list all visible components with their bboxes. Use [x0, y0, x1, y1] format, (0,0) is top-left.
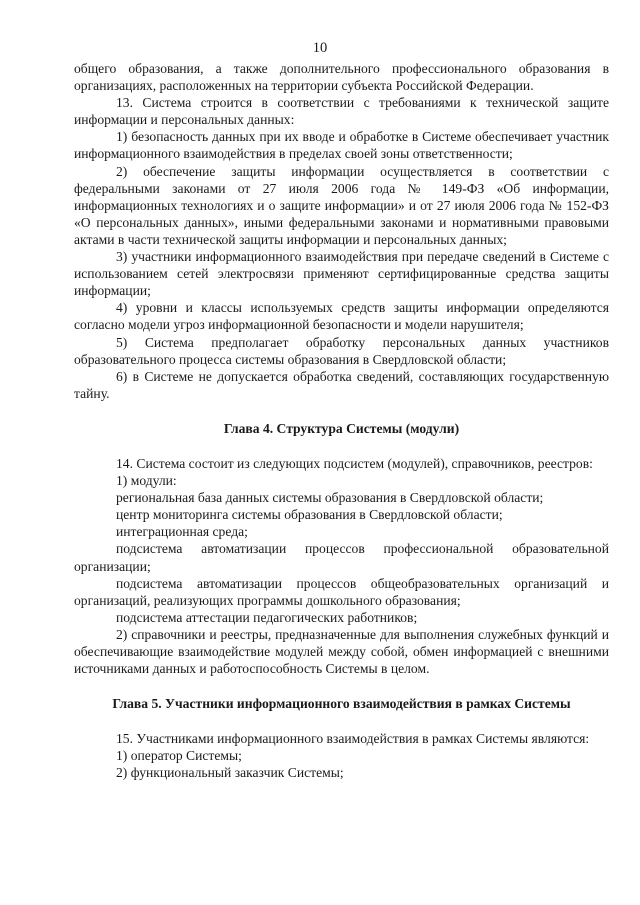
module-general-org-automation: подсистема автоматизации процессов общеобразовательных организаций и организаций, реализующих программы дошкольного образования;	[74, 575, 609, 608]
clause-13-item-2: 2) обеспечение защиты информации осуществляется в соответствии с федеральными законами от 27 июля 2006 года № 149-ФЗ «Об информации, информационных технологиях и о защите информации» и от 27 июля 2006 года № 152-ФЗ «О персональных данных», иными федеральными законами и нормативными правовыми актами в части технической защиты информации и персональных данных;	[74, 163, 609, 247]
clause-14-item-2: 2) справочники и реестры, предназначенные для выполнения служебных функций и обеспечивающие взаимодействие модулей между собой, обмен информацией с внешними источниками данных и работоспособность Системы в целом.	[74, 626, 609, 677]
clause-13-item-5: 5) Система предполагает обработку персональных данных участников образовательного процесса системы образования в Свердловской области;	[74, 334, 609, 367]
clause-15-item-2: 2) функциональный заказчик Системы;	[116, 765, 344, 781]
clause-13-item-3: 3) участники информационного взаимодействия при передаче сведений в Системе с использованием сетей электросвязи применяют сертифицированные средства защиты информации;	[74, 249, 609, 299]
chapter-5-heading: Глава 5. Участники информационного взаимодействия в рамках Системы	[112, 696, 571, 712]
module-professional-org-automation: подсистема автоматизации процессов профессиональной образовательной организации;	[74, 541, 609, 574]
module-teacher-attestation: подсистема аттестации педагогических работников;	[116, 609, 418, 625]
clause-14: 14. Система состоит из следующих подсистем (модулей), справочников, реестров:	[116, 455, 593, 471]
clause-13: 13. Система строится в соответствии с требованиями к технической защите информации и персональных данных:	[74, 95, 609, 128]
page-number: 10	[312, 40, 328, 56]
clause-15-item-1: 1) оператор Системы;	[116, 748, 242, 764]
clause-13-item-6: 6) в Системе не допускается обработка сведений, составляющих государственную тайну.	[74, 368, 609, 401]
paragraph-continuation: общего образования, а также дополнительного профессионального образования в организациях, расположенных на территории субъекта Российской Федерации.	[74, 61, 609, 94]
clause-13-item-1: 1) безопасность данных при их вводе и обработке в Системе обеспечивает участник информационного взаимодействия в пределах своей зоны ответственности;	[74, 129, 609, 162]
module-integration-environment: интеграционная среда;	[116, 524, 248, 540]
module-monitoring-center: центр мониторинга системы образования в Свердловской области;	[116, 507, 503, 523]
clause-13-item-4: 4) уровни и классы используемых средств защиты информации определяются согласно модели угроз информационной безопасности и модели нарушителя;	[74, 300, 609, 333]
clause-14-item-1: 1) модули:	[116, 473, 177, 489]
module-regional-database: региональная база данных системы образования в Свердловской области;	[116, 490, 544, 506]
page-content	[74, 60, 609, 782]
clause-15: 15. Участниками информационного взаимодействия в рамках Системы являются:	[116, 731, 590, 747]
chapter-4-heading: Глава 4. Структура Системы (модули)	[223, 420, 460, 436]
